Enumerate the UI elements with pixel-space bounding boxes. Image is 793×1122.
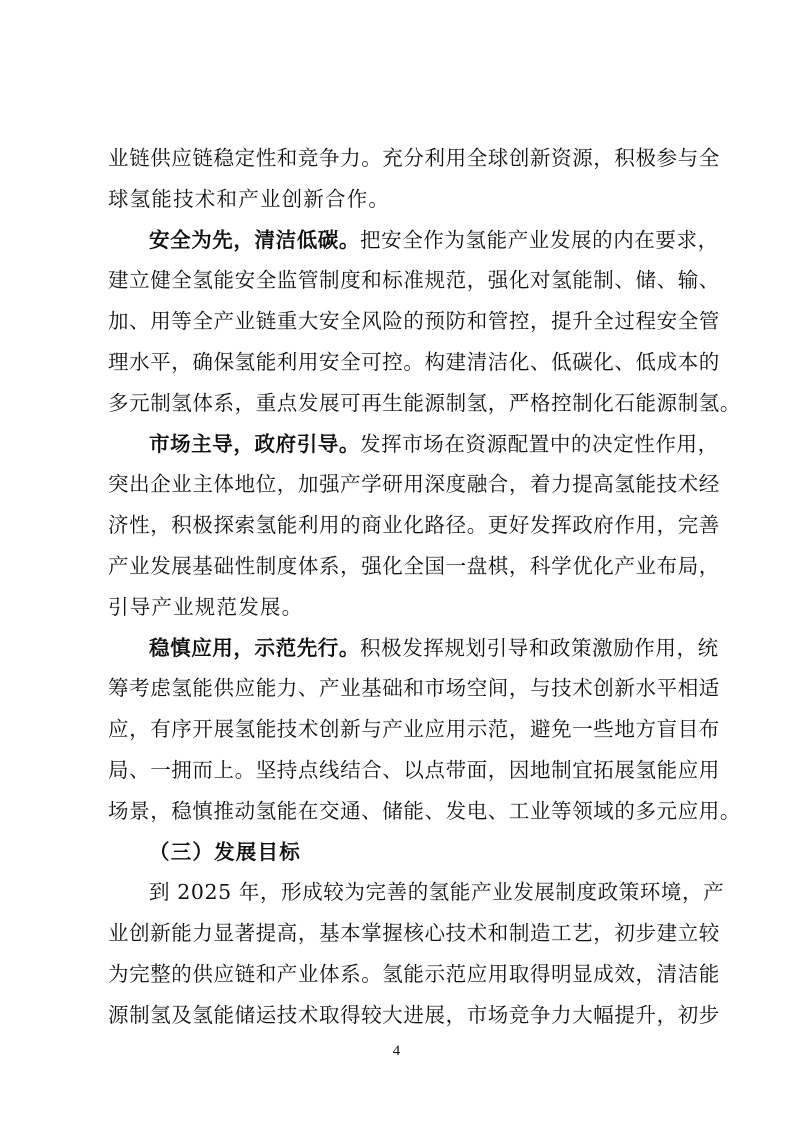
text-line: 加、用等全产业链重大安全风险的预防和管控，提升全过程安全管 — [108, 309, 720, 334]
text-line: 为完整的供应链和产业体系。氢能示范应用取得明显成效，清洁能 — [108, 961, 720, 986]
page-number: 4 — [392, 1043, 401, 1059]
text-line: 突出企业主体地位，加强产学研用深度融合，着力提高氢能技术经 — [108, 472, 720, 497]
text-line: 球氢能技术和产业创新合作。 — [108, 186, 391, 211]
text-line — [108, 424, 719, 465]
paragraph-lead-bold: 稳慎应用，示范先行。 — [149, 635, 360, 660]
text-line: 产业发展基础性制度体系，强化全国一盘棋，科学优化产业布局， — [108, 553, 720, 578]
text-line: 应，有序开展氢能技术创新与产业应用示范，避免一些地方盲目布 — [108, 717, 720, 742]
paragraph-lead-bold: 市场主导，政府引导。 — [149, 431, 360, 456]
section-heading: （三）发展目标 — [149, 839, 301, 864]
text-line: 场景，稳慎推动氢能在交通、储能、发电、工业等领域的多元应用。 — [108, 798, 741, 823]
text-line: 建立健全氢能安全监管制度和标准规范，强化对氢能制、储、输、 — [108, 268, 720, 293]
paragraph-4 — [108, 628, 741, 832]
text-line: 济性，积极探索氢能利用的商业化路径。更好发挥政府作用，完善 — [108, 513, 720, 538]
text-segment: 积极发挥规划引导和政策激励作用，统 — [360, 635, 719, 660]
text-line — [108, 220, 719, 261]
text-line: 到 2025 年，形成较为完善的氢能产业发展制度政策环境，产 — [149, 880, 725, 905]
body-text — [108, 138, 741, 1036]
text-line: 筹考虑氢能供应能力、产业基础和市场空间，与技术创新水平相适 — [108, 676, 720, 701]
text-line: 引导产业规范发展。 — [108, 594, 304, 619]
text-line — [108, 628, 719, 669]
text-line: 理水平，确保氢能利用安全可控。构建清洁化、低碳化、低成本的 — [108, 349, 720, 374]
paragraph-lead-bold: 安全为先，清洁低碳。 — [149, 227, 360, 252]
text-line: 业链供应链稳定性和竞争力。充分利用全球创新资源，积极参与全 — [108, 146, 720, 170]
paragraph-3 — [108, 424, 720, 628]
text-line: 多元制氢体系，重点发展可再生能源制氢，严格控制化石能源制氢。 — [108, 390, 741, 415]
text-line: 业创新能力显著提高，基本掌握核心技术和制造工艺，初步建立较 — [108, 921, 720, 946]
paragraph-2 — [108, 220, 741, 424]
text-line: 源制氢及氢能储运技术取得较大进展，市场竞争力大幅提升，初步 — [108, 1002, 720, 1027]
paragraph-1 — [108, 138, 720, 220]
text-line: 局、一拥而上。坚持点线结合、以点带面，因地制宜拓展氢能应用 — [108, 757, 720, 782]
paragraph-5 — [108, 872, 725, 1035]
text-segment: 把安全作为氢能产业发展的内在要求， — [360, 227, 719, 252]
text-segment: 发挥市场在资源配置中的决定性作用， — [360, 431, 719, 456]
